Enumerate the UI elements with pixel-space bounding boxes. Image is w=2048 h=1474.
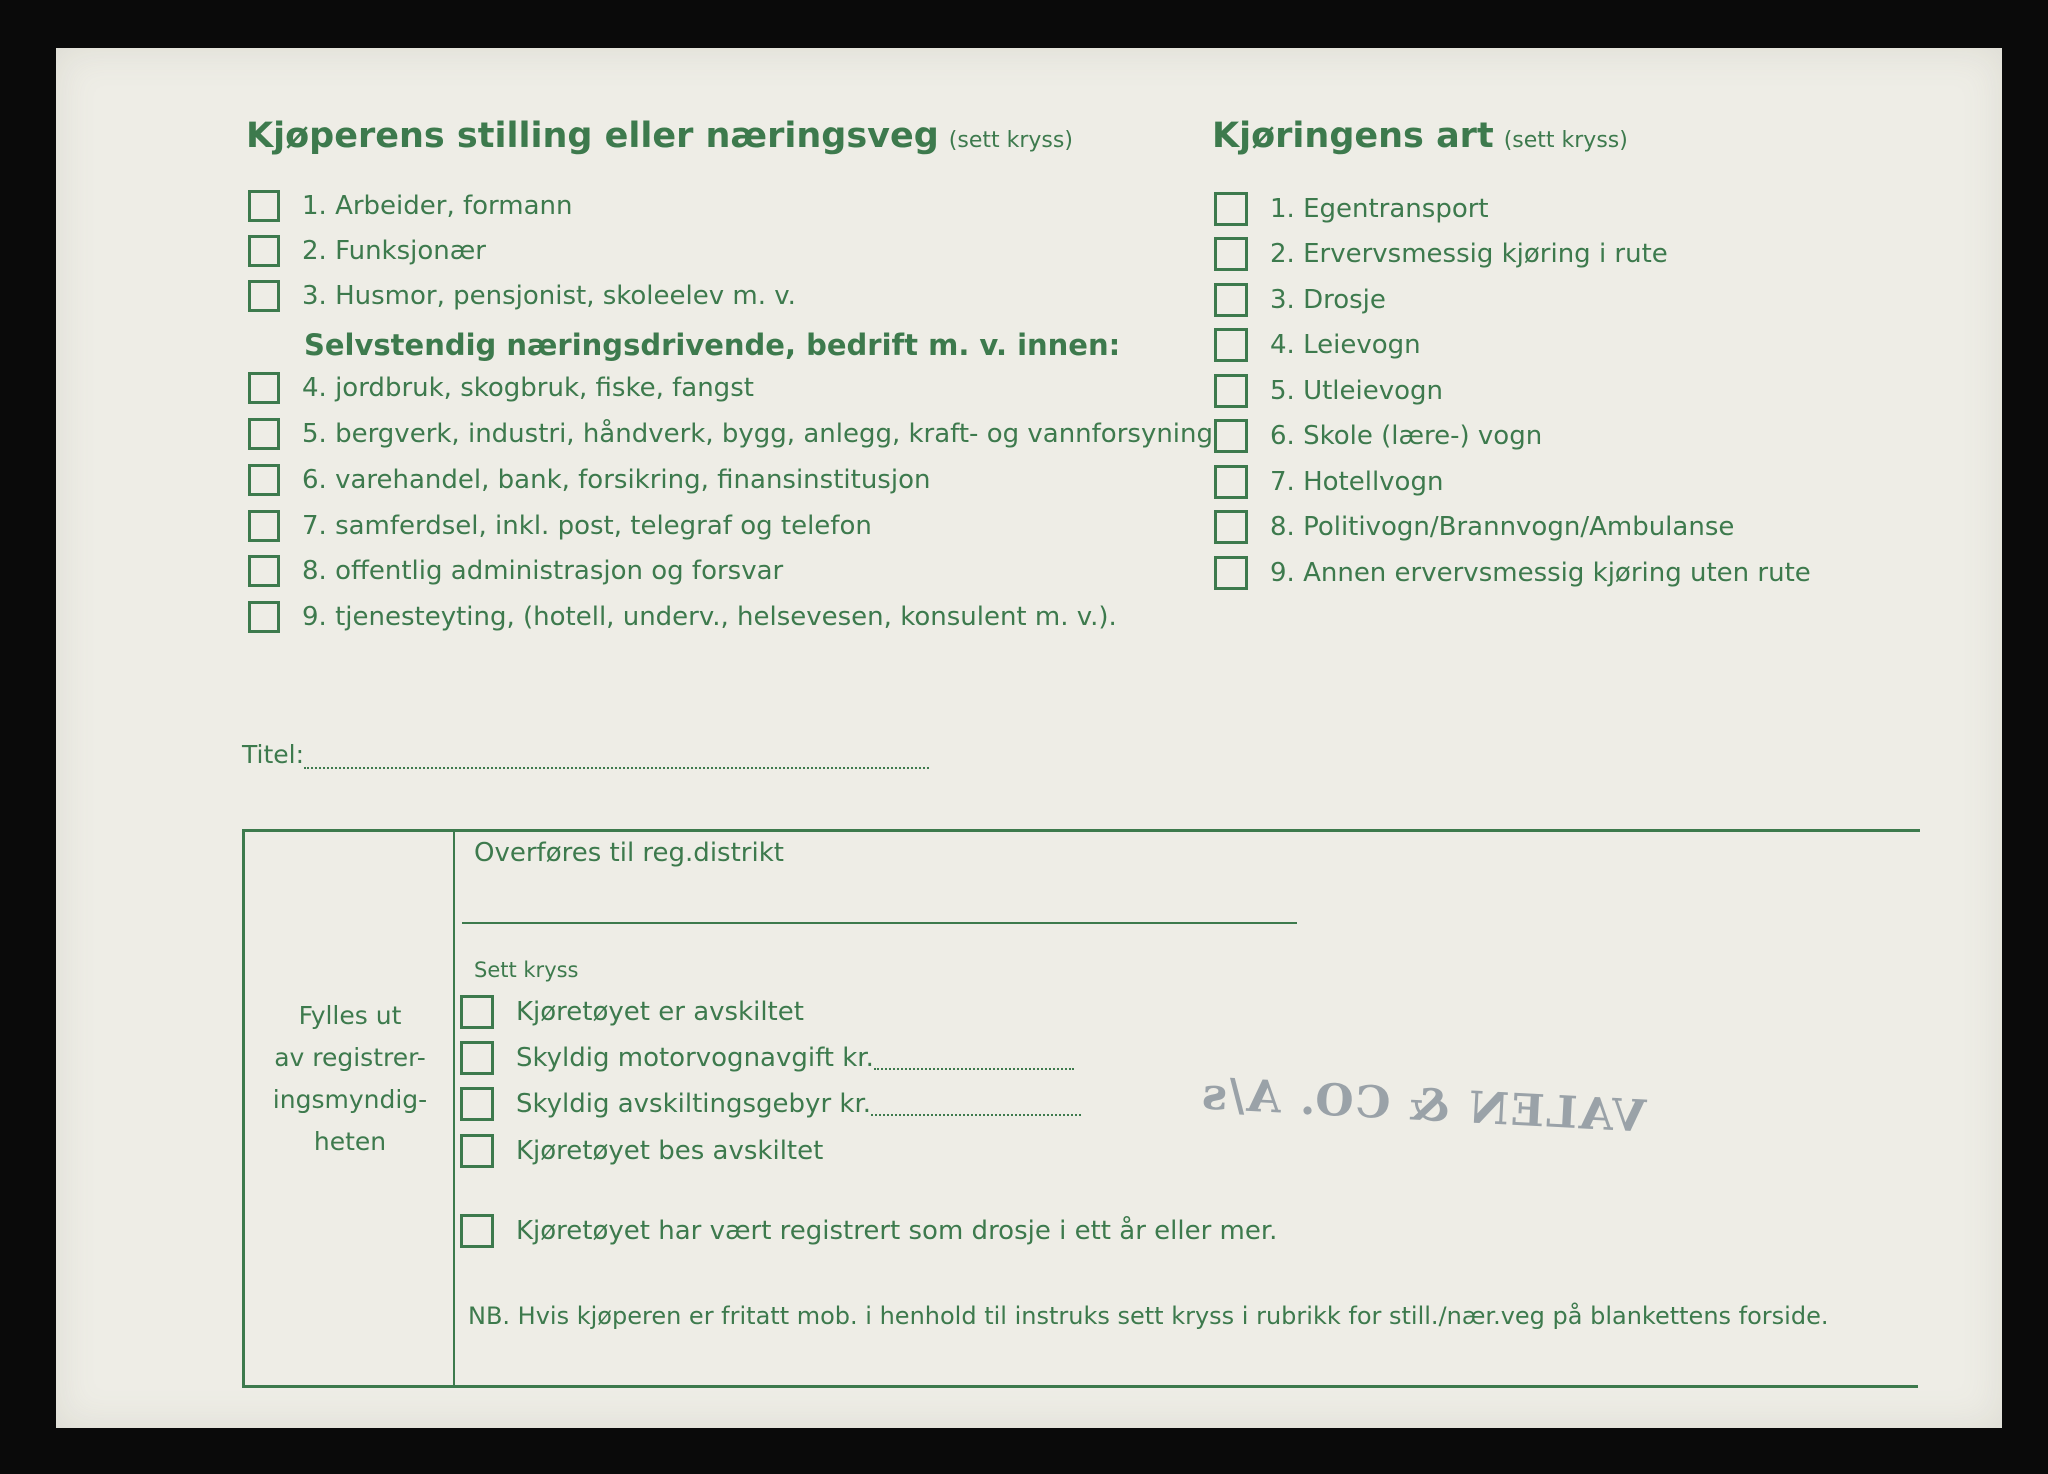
buyer-occupation-note: (sett kryss)	[948, 128, 1073, 153]
option-label: 9. Annen ervervsmessig kjøring uten rute	[1270, 558, 1811, 588]
checkbox[interactable]	[1214, 465, 1248, 499]
checkbox[interactable]	[248, 510, 280, 542]
option-label: 4. jordbruk, skogbruk, fiske, fangst	[302, 373, 754, 403]
checkbox[interactable]	[460, 1041, 494, 1075]
checkbox[interactable]	[248, 235, 280, 267]
checkbox[interactable]	[1214, 556, 1248, 590]
checkbox[interactable]	[1214, 192, 1248, 226]
driving-type-note: (sett kryss)	[1503, 128, 1628, 153]
checkbox[interactable]	[460, 1087, 494, 1121]
checkbox[interactable]	[248, 601, 280, 633]
driving-option-1[interactable]	[1214, 192, 1489, 226]
registry-box-top-border	[242, 829, 1920, 832]
checkbox[interactable]	[460, 1134, 494, 1168]
registry-side-label	[248, 995, 452, 1163]
transfer-district-label: Overføres til reg.distrikt	[474, 838, 784, 868]
option-label: 5. Utleievogn	[1270, 376, 1444, 406]
amount-dotted-line[interactable]	[874, 1046, 1074, 1070]
registry-box-divider	[453, 829, 455, 1385]
self-employed-subheading: Selvstendig næringsdrivende, bedrift m. v. innen:	[304, 328, 1121, 362]
driving-option-8[interactable]	[1214, 510, 1734, 544]
option-label: 3. Drosje	[1270, 285, 1386, 315]
driving-option-3[interactable]	[1214, 283, 1386, 317]
side-label-line: Fylles ut	[298, 1001, 402, 1030]
option-label: Kjøretøyet har vært registrert som drosje i ett år eller mer.	[516, 1216, 1278, 1246]
option-label: 1. Arbeider, formann	[302, 191, 573, 221]
registry-box-bottom-border	[242, 1385, 1918, 1388]
driving-type-heading	[1212, 116, 1628, 156]
option-label: 8. Politivogn/Brannvogn/Ambulanse	[1270, 512, 1735, 542]
option-label: Kjøretøyet bes avskiltet	[516, 1136, 824, 1166]
driving-option-6[interactable]	[1214, 419, 1542, 453]
checkbox[interactable]	[460, 995, 494, 1029]
option-label: 8. offentlig administrasjon og forsvar	[302, 556, 784, 586]
registry-check-drosje[interactable]	[460, 1214, 1277, 1248]
titel-label: Titel:	[242, 740, 304, 769]
occupation-option-6[interactable]	[248, 464, 930, 496]
option-label: Kjøretøyet er avskiltet	[516, 997, 804, 1027]
buyer-occupation-title: Kjøperens stilling eller næringsveg	[246, 116, 939, 156]
bleed-through-decoration	[860, 170, 874, 221]
checkbox[interactable]	[248, 372, 280, 404]
checkbox[interactable]	[248, 418, 280, 450]
driving-option-9[interactable]	[1214, 556, 1811, 590]
nb-note: NB. Hvis kjøperen er fritatt mob. i henhold til instruks sett kryss i rubrikk for still./nær.veg på blankettens forside.	[468, 1302, 1829, 1330]
titel-dotted-line[interactable]	[304, 745, 929, 769]
registry-check-avskiltingsgebyr[interactable]	[460, 1087, 1081, 1121]
checkbox[interactable]	[1214, 510, 1248, 544]
company-stamp: VALEN & CO. A/s	[1198, 1068, 1648, 1143]
driving-type-title: Kjøringens art	[1212, 116, 1494, 156]
checkbox[interactable]	[248, 555, 280, 587]
checkbox[interactable]	[1214, 374, 1248, 408]
occupation-option-4[interactable]	[248, 372, 754, 404]
registry-check-avskiltet[interactable]	[460, 995, 804, 1029]
checkbox[interactable]	[248, 280, 280, 312]
occupation-option-9[interactable]	[248, 601, 1117, 633]
registry-check-bes-avskiltet[interactable]	[460, 1134, 823, 1168]
buyer-occupation-heading	[246, 116, 1073, 156]
option-label: 2. Funksjonær	[302, 236, 486, 266]
option-label: 3. Husmor, pensjonist, skoleelev m. v.	[302, 281, 796, 311]
checkbox[interactable]	[248, 190, 280, 222]
driving-option-5[interactable]	[1214, 374, 1443, 408]
occupation-option-3[interactable]	[248, 280, 796, 312]
occupation-option-2[interactable]	[248, 235, 486, 267]
amount-dotted-line[interactable]	[871, 1092, 1081, 1116]
option-label: 6. Skole (lære-) vogn	[1270, 421, 1543, 451]
checkbox[interactable]	[1214, 283, 1248, 317]
registry-check-motorvognavgift[interactable]	[460, 1041, 1074, 1075]
option-label: 7. Hotellvogn	[1270, 467, 1444, 497]
option-label: Skyldig motorvognavgift kr.	[516, 1043, 874, 1073]
checkbox[interactable]	[1214, 419, 1248, 453]
checkbox[interactable]	[1214, 328, 1248, 362]
option-label: 5. bergverk, industri, håndverk, bygg, anlegg, kraft- og vannforsyning	[302, 419, 1214, 449]
transfer-district-line[interactable]	[462, 922, 1297, 924]
occupation-option-1[interactable]	[248, 190, 573, 222]
option-label: 4. Leievogn	[1270, 330, 1421, 360]
side-label-line: av registrer-	[274, 1043, 426, 1072]
option-label: 7. samferdsel, inkl. post, telegraf og telefon	[302, 511, 872, 541]
registry-box-left-border	[242, 829, 245, 1388]
occupation-option-5[interactable]	[248, 418, 1213, 450]
occupation-option-8[interactable]	[248, 555, 783, 587]
occupation-option-7[interactable]	[248, 510, 872, 542]
option-label: 6. varehandel, bank, forsikring, finansinstitusjon	[302, 465, 931, 495]
driving-option-7[interactable]	[1214, 465, 1443, 499]
checkbox[interactable]	[460, 1214, 494, 1248]
option-label: 9. tjenesteyting, (hotell, underv., helsevesen, konsulent m. v.).	[302, 602, 1117, 632]
option-label: 1. Egentransport	[1270, 194, 1489, 224]
driving-option-4[interactable]	[1214, 328, 1421, 362]
checkbox[interactable]	[1214, 237, 1248, 271]
driving-option-2[interactable]	[1214, 237, 1668, 271]
side-label-line: heten	[313, 1127, 387, 1156]
titel-field[interactable]	[242, 740, 929, 769]
option-label: 2. Ervervsmessig kjøring i rute	[1270, 239, 1668, 269]
sett-kryss-label: Sett kryss	[474, 958, 579, 982]
checkbox[interactable]	[248, 464, 280, 496]
side-label-line: ingsmyndig-	[272, 1085, 428, 1114]
option-label: Skyldig avskiltingsgebyr kr.	[516, 1089, 872, 1119]
